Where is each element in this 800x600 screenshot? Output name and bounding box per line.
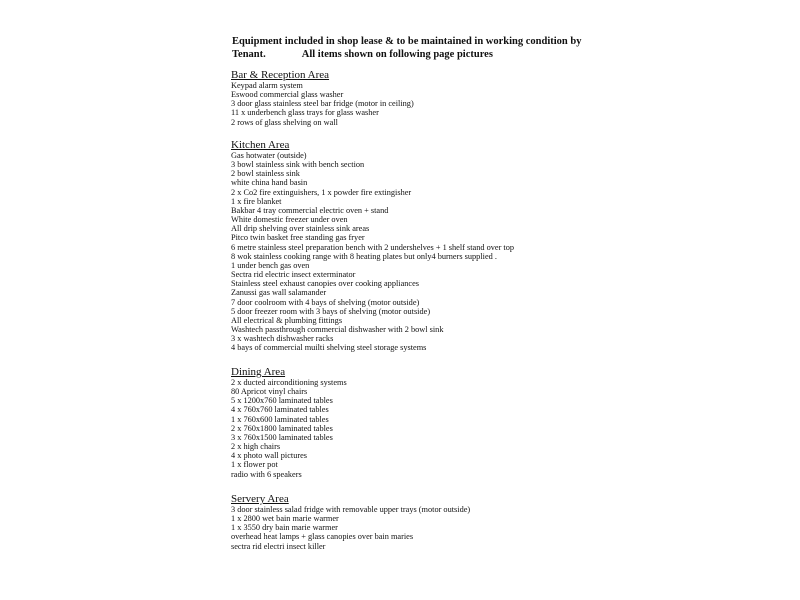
item-list: [231, 151, 591, 352]
list-item: White domestic freezer under oven: [231, 215, 348, 225]
list-item: 8 wok stainless cooking range with 8 heating plates but only4 burners supplied .: [231, 251, 497, 261]
list-item: Eswood commercial glass washer: [231, 90, 344, 100]
list-item: All electrical & plumbing fittings: [231, 315, 343, 325]
list-item: 4 x photo wall pictures: [231, 451, 308, 461]
list-item: 80 Apricot vinyl chairs: [231, 387, 308, 397]
list-item: 3 x 760x1500 laminated tables: [231, 432, 333, 442]
list-item: Zanussi gas wall salamander: [231, 288, 327, 298]
list-item: 3 door glass stainless steel bar fridge (motor in ceiling): [231, 99, 414, 109]
list-item: 2 x Co2 fire extinguishers, 1 x powder fire extingisher: [231, 187, 412, 197]
section-title: Bar & Reception Area: [231, 69, 330, 81]
list-item: 2 x high chairs: [231, 442, 281, 452]
header-line-2: [232, 48, 592, 61]
list-item: 2 rows of glass shelving on wall: [231, 117, 338, 127]
list-item: 4 x 760x760 laminated tables: [231, 405, 329, 415]
list-item: 3 bowl stainless sink with bench section: [231, 160, 365, 170]
list-item: 11 x underbench glass trays for glass washer: [231, 108, 379, 118]
list-item: 1 x 760x600 laminated tables: [231, 414, 329, 424]
list-item: 1 x 2800 wet bain marie warmer: [231, 514, 339, 524]
list-item: 2 x 760x1800 laminated tables: [231, 423, 333, 433]
list-item: Bakbar 4 tray commercial electric oven + stand: [231, 205, 389, 215]
list-item: overhead heat lamps + glass canopies over bain maries: [231, 532, 414, 542]
item-list: [231, 505, 591, 551]
list-item: Stainless steel exhaust canopies over cooking appliances: [231, 279, 420, 289]
list-item: 7 door coolroom with 4 bays of shelving (motor outside): [231, 297, 420, 307]
list-item: 6 metre stainless steel preparation bench with 2 undershelves + 1 shelf stand over top: [231, 242, 515, 252]
list-item: 1 under bench gas oven: [231, 260, 310, 270]
section-dining: [231, 366, 591, 479]
list-item: 2 x ducted airconditioning systems: [231, 378, 347, 387]
list-item: Washtech passthrough commercial dishwasher with 2 bowl sink: [231, 324, 444, 334]
header-note: All items shown on following page pictures: [301, 49, 493, 60]
list-item: 4 bays of commercial muilti shelving steel storage systems: [231, 343, 427, 353]
list-item: 5 door freezer room with 3 bays of shelving (motor outside): [231, 306, 431, 316]
list-item: 1 x 3550 dry bain marie warmer: [231, 523, 338, 533]
header-tenant-label: Tenant.: [232, 49, 266, 60]
list-item: 1 x fire blanket: [231, 196, 282, 206]
list-item: radio with 6 speakers: [231, 469, 302, 479]
document-header: [232, 35, 592, 61]
list-item: 3 x washtech dishwasher racks: [231, 334, 334, 344]
list-item: 2 bowl stainless sink: [231, 169, 300, 179]
section-title: Dining Area: [231, 366, 286, 378]
section-title: Servery Area: [231, 493, 289, 505]
list-item: sectra rid electri insect killer: [231, 541, 326, 551]
list-item: 1 x flower pot: [231, 460, 278, 470]
section-bar-reception: [231, 69, 591, 127]
list-item: 3 door stainless salad fridge with removable upper trays (motor outside): [231, 505, 471, 514]
list-item: 5 x 1200x760 laminated tables: [231, 396, 333, 406]
item-list: [231, 378, 591, 479]
header-line-1: Equipment included in shop lease & to be maintained in working condition by: [232, 36, 582, 47]
list-item: Gas hotwater (outside): [231, 151, 307, 160]
section-kitchen: [231, 139, 591, 352]
section-servery: [231, 493, 591, 551]
list-item: white china hand basin: [231, 178, 308, 188]
list-item: Sectra rid electric insect exterminator: [231, 270, 356, 280]
item-list: [231, 81, 591, 127]
list-item: Keypad alarm system: [231, 81, 303, 90]
list-item: All drip shelving over stainless sink areas: [231, 224, 370, 234]
list-item: Pitco twin basket free standing gas fryer: [231, 233, 365, 243]
section-title: Kitchen Area: [231, 139, 290, 151]
